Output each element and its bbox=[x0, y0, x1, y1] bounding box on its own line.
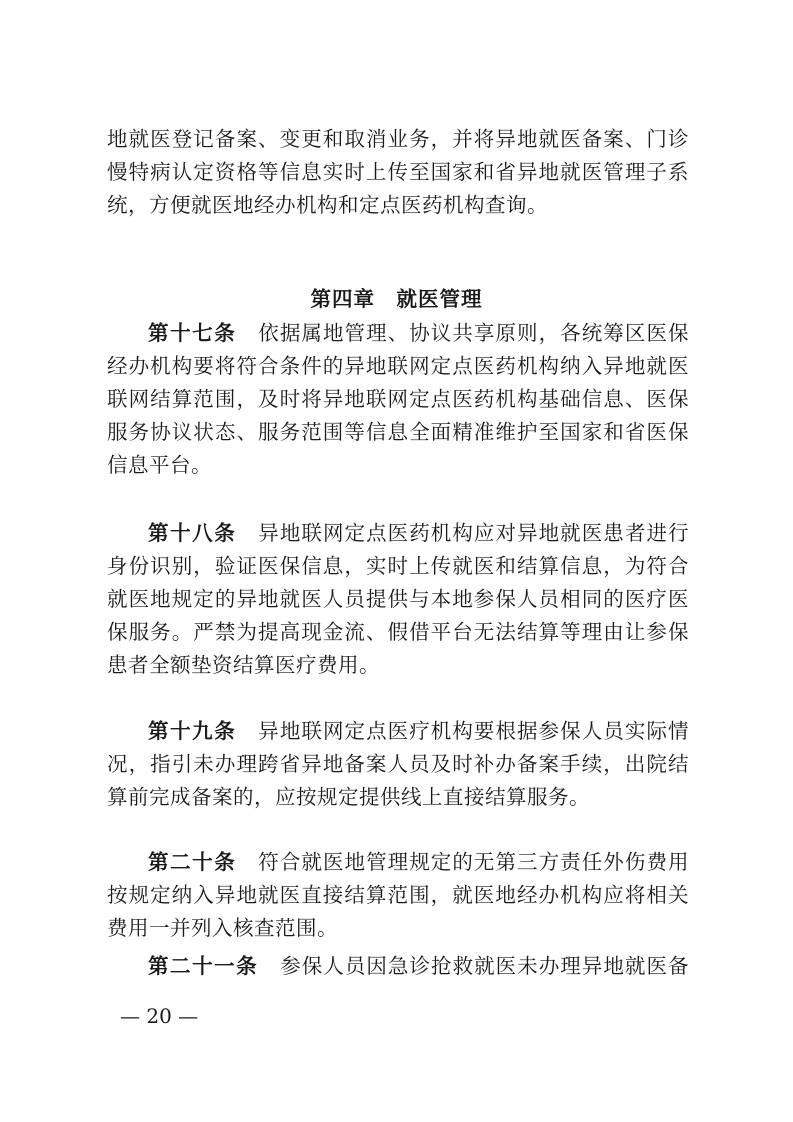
article-number: 第二十条 bbox=[148, 850, 237, 874]
text-line: 地就医登记备案、变更和取消业务，并将异地就医备案、门诊 bbox=[107, 127, 689, 151]
article-number: 第十九条 bbox=[148, 719, 237, 743]
article-18 bbox=[107, 517, 689, 682]
article-first-line bbox=[107, 950, 689, 983]
article-19 bbox=[107, 715, 689, 814]
text-line: 经办机构要将符合条件的异地联网定点医药机构纳入异地就医 bbox=[107, 354, 689, 378]
article-20 bbox=[107, 846, 689, 945]
text-line: 服务协议状态、服务范围等信息全面精准维护至国家和省医保 bbox=[107, 420, 689, 444]
text-line: 身份识别，验证医保信息，实时上传就医和结算信息，为符合 bbox=[107, 554, 689, 578]
text-line: 保服务。严禁为提高现金流、假借平台无法结算等理由让参保 bbox=[107, 620, 689, 644]
article-first-line bbox=[107, 715, 689, 748]
text-line: 患者全额垫资结算医疗费用。 bbox=[107, 653, 380, 677]
text-line: 按规定纳入异地就医直接结算范围，就医地经办机构应将相关 bbox=[107, 883, 689, 907]
article-number: 第二十一条 bbox=[148, 954, 259, 978]
article-21 bbox=[107, 950, 689, 983]
article-text: 参保人员因急诊抢救就医未办理异地就医备 bbox=[280, 954, 690, 978]
chapter-title: 第四章 就医管理 bbox=[310, 287, 483, 311]
article-text: 异地联网定点医疗机构要根据参保人员实际情 bbox=[258, 719, 690, 743]
text-line: 费用一并列入核查范围。 bbox=[107, 916, 338, 940]
text-line: 算前完成备案的，应按规定提供线上直接结算服务。 bbox=[107, 785, 590, 809]
article-number: 第十七条 bbox=[148, 321, 237, 345]
text-line: 联网结算范围，及时将异地联网定点医药机构基础信息、医保 bbox=[107, 387, 689, 411]
article-17 bbox=[107, 317, 689, 482]
text-line: 就医地规定的异地就医人员提供与本地参保人员相同的医疗医 bbox=[107, 587, 689, 611]
article-first-line bbox=[107, 317, 689, 350]
article-number: 第十八条 bbox=[148, 521, 237, 545]
text-line: 况，指引未办理跨省异地备案人员及时补办备案手续，出院结 bbox=[107, 752, 689, 776]
article-text: 异地联网定点医药机构应对异地就医患者进行 bbox=[258, 521, 690, 545]
article-first-line bbox=[107, 846, 689, 879]
text-line: 统，方便就医地经办机构和定点医药机构查询。 bbox=[107, 193, 548, 217]
text-line: 慢特病认定资格等信息实时上传至国家和省异地就医管理子系 bbox=[107, 160, 689, 184]
text-line: 信息平台。 bbox=[107, 453, 212, 477]
continuation-paragraph bbox=[107, 123, 689, 222]
article-text: 符合就医地管理规定的无第三方责任外伤费用 bbox=[258, 850, 690, 874]
page-number: — 20 — bbox=[120, 1004, 199, 1028]
article-text: 依据属地管理、协议共享原则，各统筹区医保 bbox=[258, 321, 690, 345]
article-first-line bbox=[107, 517, 689, 550]
